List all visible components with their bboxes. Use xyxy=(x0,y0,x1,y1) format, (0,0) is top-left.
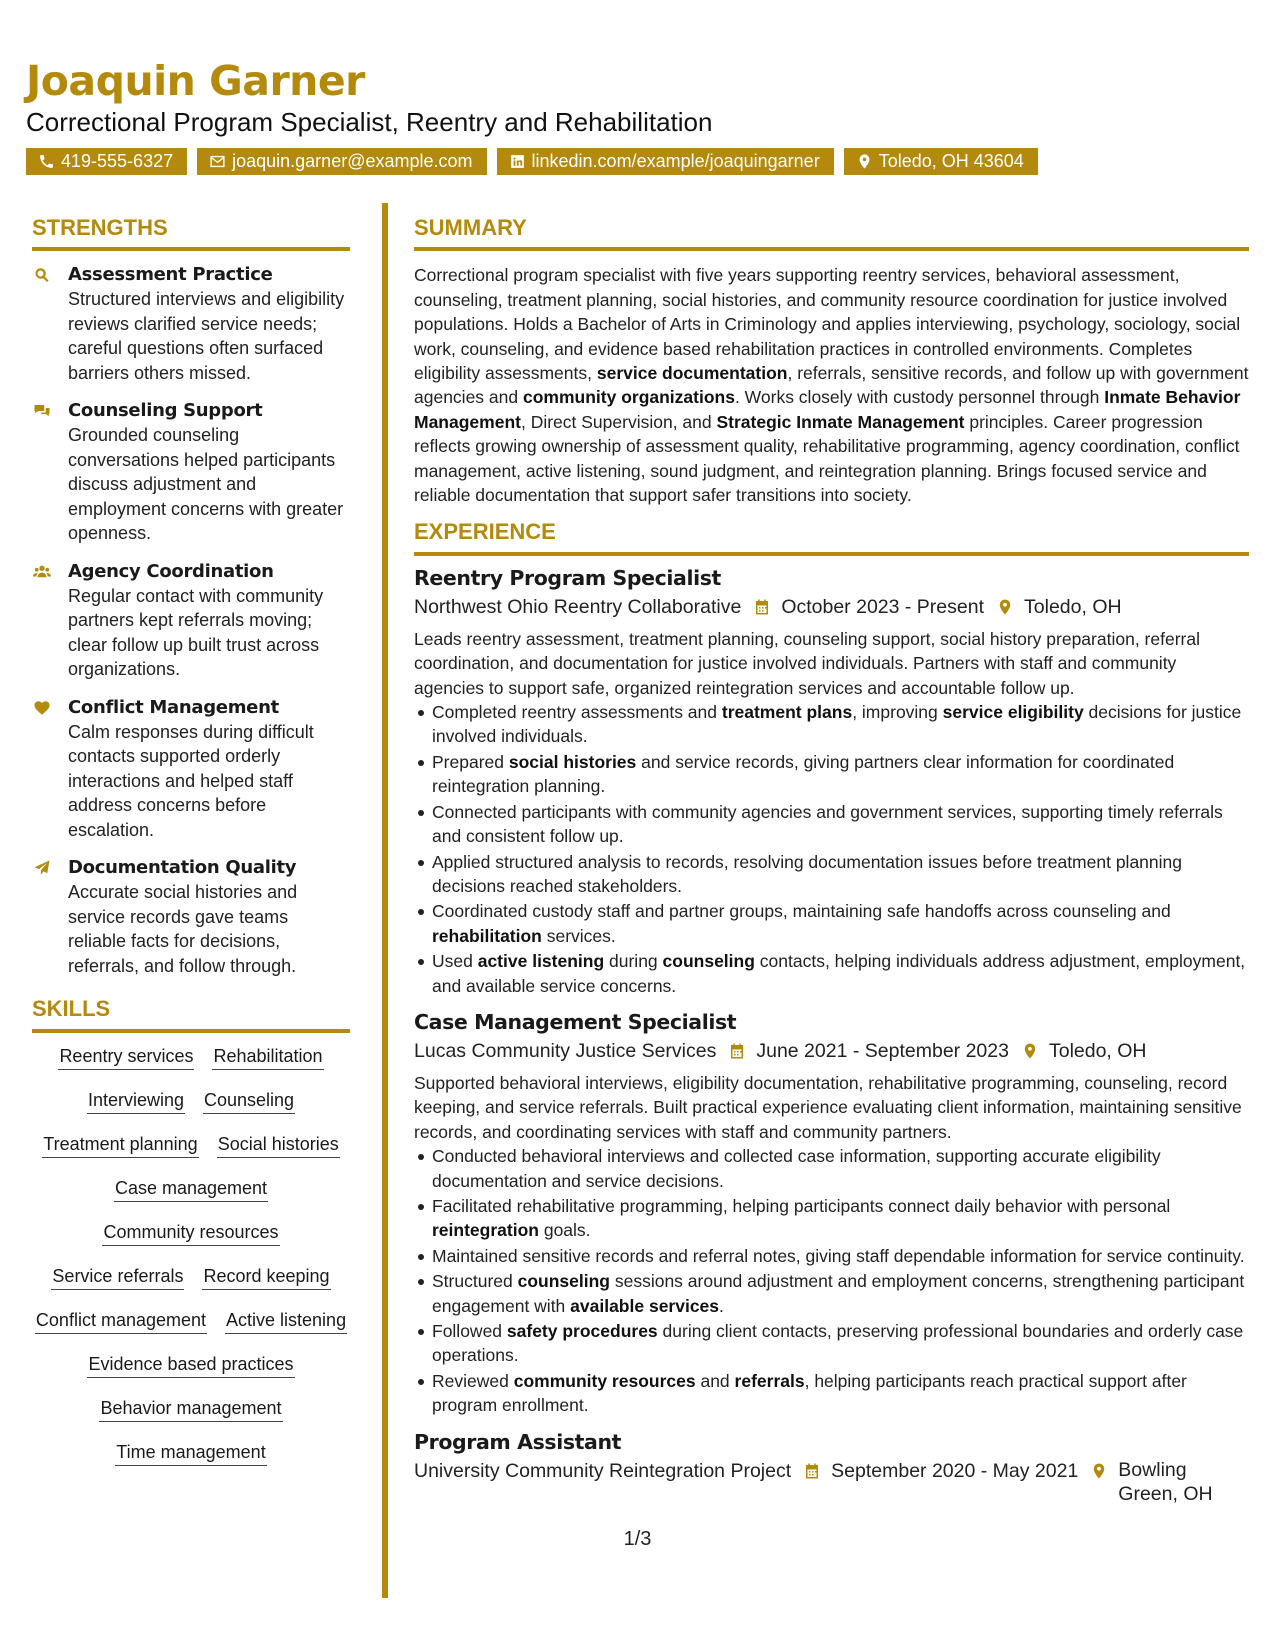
bold-text: Inmate Behavior Management xyxy=(414,387,1241,432)
users-icon xyxy=(32,563,52,581)
text-run: Applied structured analysis to records, resolving documentation issues before treatment planning decisions reached stakeholders. xyxy=(432,851,1182,896)
contact-phone-text: 419-555-6327 xyxy=(61,151,174,172)
bullet-item xyxy=(432,1269,1249,1318)
search-icon xyxy=(32,266,52,284)
text-run: , improving xyxy=(852,702,943,723)
skill-tag: Reentry services xyxy=(58,1045,194,1070)
text-run: Coordinated custody staff and partner groups, maintaining safe handoffs across counseling and xyxy=(432,901,1171,922)
strength-icon-wrap xyxy=(32,560,54,682)
map-pin-icon xyxy=(996,598,1014,616)
page-number: 1/3 xyxy=(623,1528,652,1550)
summary-text xyxy=(414,263,1249,507)
text-run: contacts, helping individuals address adjustment, employment, and available service concerns. xyxy=(432,951,1246,996)
skill-tag: Treatment planning xyxy=(42,1133,198,1158)
bullet-item xyxy=(432,949,1249,998)
text-run: , referrals, sensitive records, and follow up with government agencies and xyxy=(414,363,1249,408)
contact-email[interactable] xyxy=(197,148,486,175)
job-entry xyxy=(414,1428,1249,1506)
heart-icon xyxy=(32,699,52,717)
text-run: Conducted behavioral interviews and collected case information, supporting accurate eligibility documentation and service decisions. xyxy=(432,1146,1161,1191)
bold-text: counseling xyxy=(517,1271,610,1292)
text-run: Used xyxy=(432,951,478,972)
linkedin-icon xyxy=(509,153,526,170)
job-company: Lucas Community Justice Services xyxy=(414,1039,717,1062)
text-run: and xyxy=(695,1370,735,1391)
strength-desc: Regular contact with community partners kept referrals moving; clear follow up built trust across organizations. xyxy=(68,585,324,680)
contact-location xyxy=(844,148,1038,175)
text-run: and service records, giving partners clear information for coordinated reintegration planning. xyxy=(432,751,1175,797)
envelope-icon xyxy=(209,153,226,170)
job-title: Case Management Specialist xyxy=(414,1009,737,1034)
resume-header xyxy=(26,58,1249,175)
strength-item xyxy=(32,856,350,978)
map-pin-icon xyxy=(856,153,873,170)
text-run: sessions around adjustment and employment concerns, strengthening participant engagement with xyxy=(432,1271,1245,1316)
strength-name: Agency Coordination xyxy=(68,560,274,582)
job-location: Toledo, OH xyxy=(1024,595,1122,618)
contact-linkedin-text: linkedin.com/example/joaquingarner xyxy=(531,151,820,172)
map-pin-icon-wrap xyxy=(996,598,1014,616)
strength-body xyxy=(68,560,350,682)
bullet-item xyxy=(432,899,1249,948)
strength-item xyxy=(32,560,350,682)
strength-desc: Accurate social histories and service records gave teams reliable facts for decisions, referrals, and follow through. xyxy=(68,882,298,976)
bold-text: service eligibility xyxy=(942,702,1084,723)
phone-icon xyxy=(38,153,55,170)
job-meta xyxy=(414,1458,1249,1506)
job-description: Supported behavioral interviews, eligibility documentation, rehabilitative programming, counseling, record keeping, and service referrals. Built practical experience evaluating client information, maintaining sensitive records, and coordinating services with staff and community partners. xyxy=(414,1072,1242,1142)
strength-name: Counseling Support xyxy=(68,400,263,422)
text-run: decisions for justice involved individuals. xyxy=(432,702,1242,747)
strengths-heading: STRENGTHS xyxy=(32,215,350,251)
skill-tag: Counseling xyxy=(203,1089,295,1114)
text-run: principles. Career progression reflects growing ownership of assessment quality, rehabilitative programming, agency coordination, conflict management, active listening, sound judgment, and reintegration planning. Brings focused service and reliable documentation that support safer transitions into society. xyxy=(414,411,1240,506)
calendar-icon xyxy=(753,598,771,616)
bullet-item xyxy=(432,1244,1249,1268)
bold-text: community organizations xyxy=(522,387,735,408)
strength-body xyxy=(68,399,350,546)
job-title: Program Assistant xyxy=(414,1429,622,1454)
strength-name: Documentation Quality xyxy=(68,857,297,879)
bullet-item xyxy=(432,1194,1249,1243)
skill-tag: Record keeping xyxy=(202,1265,330,1290)
calendar-icon xyxy=(728,1042,746,1060)
calendar-icon-wrap xyxy=(728,1042,746,1060)
map-pin-icon xyxy=(1021,1042,1039,1060)
text-run: . Works closely with custody personnel through xyxy=(734,387,1105,408)
skill-tag: Active listening xyxy=(225,1309,347,1334)
experience-list xyxy=(414,564,1249,1506)
strength-icon-wrap xyxy=(32,856,54,978)
text-run: , helping participants reach practical support after program enrollment. xyxy=(432,1370,1187,1416)
map-pin-icon-wrap xyxy=(1021,1042,1039,1060)
job-company: Northwest Ohio Reentry Collaborative xyxy=(414,595,742,618)
strength-body xyxy=(68,263,350,385)
job-company: University Community Reintegration Project xyxy=(414,1459,792,1482)
text-run: Connected participants with community agencies and government services, supporting timely referrals and consistent follow up. xyxy=(432,801,1223,847)
map-pin-icon-wrap xyxy=(1090,1462,1108,1480)
bold-text: reintegration xyxy=(432,1220,539,1241)
bold-text: counseling xyxy=(662,951,755,972)
strength-icon-wrap xyxy=(32,696,54,843)
bullet-item xyxy=(432,1319,1249,1368)
skill-tag: Time management xyxy=(115,1441,266,1466)
strength-name: Assessment Practice xyxy=(68,264,273,286)
bullet-item xyxy=(432,1369,1249,1418)
bold-text: treatment plans xyxy=(721,702,853,723)
contact-email-text: joaquin.garner@example.com xyxy=(232,151,473,172)
bold-text: available services xyxy=(570,1295,720,1316)
strength-item xyxy=(32,399,350,546)
text-run: during client contacts, preserving professional boundaries and orderly case operations. xyxy=(432,1321,1244,1366)
contact-bar xyxy=(26,148,1249,175)
skill-tag: Case management xyxy=(114,1177,268,1202)
skill-tag: Service referrals xyxy=(51,1265,184,1290)
paper-plane-icon xyxy=(32,859,52,877)
text-run: Reviewed xyxy=(432,1370,514,1391)
bullet-item xyxy=(432,800,1249,849)
job-dates: October 2023 - Present xyxy=(781,595,985,618)
skills-heading: SKILLS xyxy=(32,996,350,1032)
text-run: . xyxy=(719,1295,724,1316)
job-description: Leads reentry assessment, treatment planning, counseling support, social history preparation, referral coordination, and documentation for justice involved individuals. Partners with staff and community agencies to support safe, organized reintegration services and accountable follow up. xyxy=(414,628,1200,698)
strength-name: Conflict Management xyxy=(68,696,279,718)
right-column xyxy=(414,215,1249,1516)
strength-item xyxy=(32,696,350,843)
bold-text: safety procedures xyxy=(506,1321,658,1341)
text-run: Structured xyxy=(432,1271,518,1292)
skill-tag: Community resources xyxy=(102,1221,279,1246)
job-bullets xyxy=(414,1144,1249,1417)
text-run: Followed xyxy=(432,1321,507,1341)
strength-icon-wrap xyxy=(32,263,54,385)
experience-heading: EXPERIENCE xyxy=(414,519,1249,555)
bullet-item xyxy=(432,750,1249,799)
strength-body xyxy=(68,856,350,978)
calendar-icon-wrap xyxy=(803,1462,821,1480)
strength-desc: Calm responses during difficult contacts supported orderly interactions and helped staff address concerns before escalation. xyxy=(68,721,314,840)
strength-desc: Structured interviews and eligibility reviews clarified service needs; careful questions often surfaced barriers others missed. xyxy=(68,289,345,383)
bold-text: community resources xyxy=(513,1370,696,1391)
job-entry xyxy=(414,1008,1249,1418)
job-title: Reentry Program Specialist xyxy=(414,565,721,590)
job-dates: June 2021 - September 2023 xyxy=(756,1039,1009,1062)
text-run: during xyxy=(604,951,663,972)
candidate-title: Correctional Program Specialist, Reentry and Rehabilitation xyxy=(26,107,713,138)
text-run: , Direct Supervision, and xyxy=(520,411,717,432)
skill-tag: Interviewing xyxy=(87,1089,185,1114)
strength-desc: Grounded counseling conversations helped participants discuss adjustment and employment concerns with greater openness. xyxy=(68,425,344,544)
skill-tag: Social histories xyxy=(217,1133,340,1158)
job-location: Bowling Green, OH xyxy=(1118,1458,1213,1505)
text-run: goals. xyxy=(538,1220,591,1241)
calendar-icon xyxy=(803,1462,821,1480)
skills-list xyxy=(32,1045,350,1485)
bullet-item xyxy=(432,1144,1249,1193)
summary-heading: SUMMARY xyxy=(414,215,1249,251)
bullet-item xyxy=(432,850,1249,899)
bold-text: rehabilitation xyxy=(432,925,542,946)
map-pin-icon xyxy=(1090,1462,1108,1480)
text-run: Correctional program specialist with five years supporting reentry services, behavioral assessment, counseling, treatment planning, social histories, and community resource coordination for justice involved populations. Holds a Bachelor of Arts in Criminology and applies interviewing, psychology, sociology, social work, counseling, and evidence based rehabilitation practices in controlled environments. Completes eligibility assessments, xyxy=(414,265,1241,384)
calendar-icon-wrap xyxy=(753,598,771,616)
text-run: Prepared xyxy=(432,751,509,772)
bold-text: referrals xyxy=(734,1370,805,1391)
job-dates: September 2020 - May 2021 xyxy=(831,1459,1079,1482)
strength-body xyxy=(68,696,350,843)
job-meta xyxy=(414,594,1249,620)
contact-location-text: Toledo, OH 43604 xyxy=(878,151,1024,172)
text-run: Completed reentry assessments and xyxy=(432,702,722,723)
text-run: Maintained sensitive records and referral notes, giving staff dependable information for service continuity. xyxy=(432,1245,1245,1266)
job-entry xyxy=(414,564,1249,998)
strengths-list xyxy=(32,263,350,978)
comments-icon xyxy=(32,402,52,420)
skill-tag: Behavior management xyxy=(99,1397,282,1422)
bold-text: Strategic Inmate Management xyxy=(716,411,965,432)
contact-phone[interactable] xyxy=(26,148,187,175)
text-run: services. xyxy=(541,925,616,946)
job-bullets xyxy=(414,700,1249,998)
bold-text: service documentation xyxy=(596,363,788,384)
bold-text: social histories xyxy=(508,751,637,772)
skill-tag: Evidence based practices xyxy=(87,1353,294,1378)
strength-item xyxy=(32,263,350,385)
skill-tag: Rehabilitation xyxy=(212,1045,323,1070)
candidate-name: Joaquin Garner xyxy=(26,57,365,105)
bullet-item xyxy=(432,700,1249,749)
skill-tag: Conflict management xyxy=(35,1309,207,1334)
bold-text: active listening xyxy=(477,951,605,972)
column-divider xyxy=(382,203,388,1598)
job-location: Toledo, OH xyxy=(1048,1039,1147,1062)
left-column xyxy=(32,215,350,1485)
job-meta xyxy=(414,1038,1249,1064)
strength-icon-wrap xyxy=(32,399,54,546)
contact-linkedin[interactable] xyxy=(497,148,834,175)
text-run: Facilitated rehabilitative programming, helping participants connect daily behavior with personal xyxy=(432,1195,1171,1216)
